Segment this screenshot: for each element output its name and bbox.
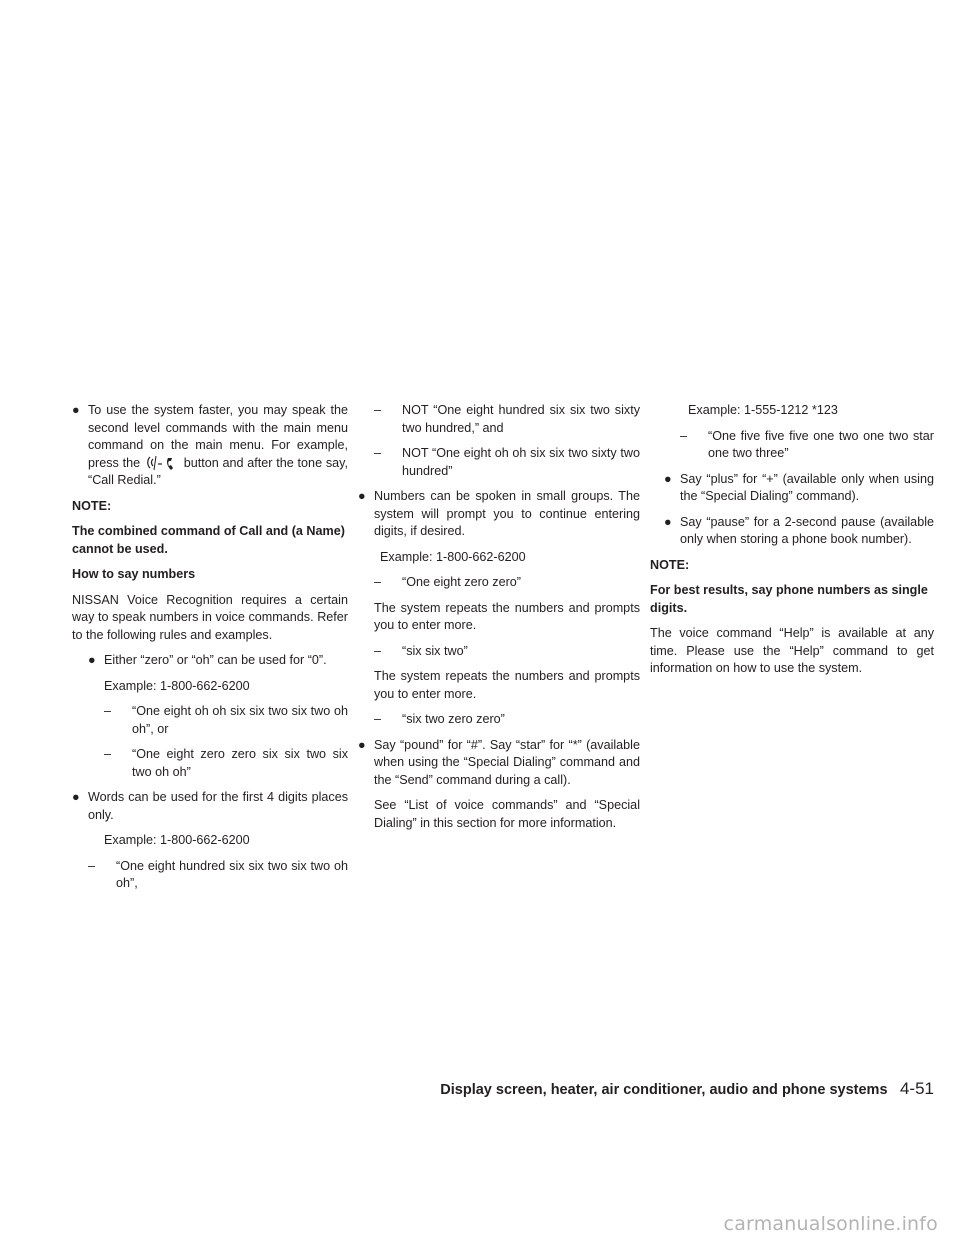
bullet-text: Say “pause” for a 2-second pause (available only when storing a phone book number). (680, 514, 934, 546)
bullet-text-continued: button and after the tone say, “Call Redial.” (88, 455, 349, 487)
bullet-mark: ● (358, 737, 366, 752)
dash-item (374, 402, 640, 437)
dash-mark: – (374, 446, 382, 460)
dash-item (374, 445, 640, 480)
paragraph: The system repeats the numbers and prompts you to enter more. (374, 669, 640, 701)
paragraph: The voice command “Help” is available at any time. Please use the “Help” command to get information on how to use the system. (650, 626, 934, 675)
dash-item (374, 574, 640, 592)
dash-text: “One eight oh oh six six two six two oh oh”, or (132, 704, 348, 736)
phone-voice-icon (144, 455, 180, 472)
dash-item (88, 858, 348, 893)
paragraph: The system repeats the numbers and prompts you to enter more. (374, 600, 640, 632)
example-line: Example: 1-800-662-6200 (380, 549, 526, 564)
note-text: The combined command of Call and (a Name) cannot be used. (72, 524, 345, 556)
bullet-mark: ● (664, 514, 672, 529)
dash-text: NOT “One eight oh oh six six two sixty two hundred” (402, 446, 640, 478)
column-right (650, 402, 934, 686)
example-line: Example: 1-800-662-6200 (104, 833, 250, 847)
intro-paragraph: NISSAN Voice Recognition requires a certain way to speak numbers in voice commands. Refer to the following rules and examples. (72, 592, 348, 642)
page-footer (0, 1079, 934, 1099)
dash-text: NOT “One eight hundred six six two sixty two hundred,” and (402, 403, 640, 435)
list-item (72, 789, 348, 824)
bullet-text: Words can be used for the first 4 digits places only. (88, 790, 348, 822)
list-item (72, 402, 348, 490)
bullet-text: Either “zero” or “oh” can be used for “0”. (104, 653, 327, 667)
watermark: carmanualsonline.info (723, 1213, 938, 1235)
dash-text: “One eight zero zero six six two six two oh oh” (132, 747, 348, 779)
dash-item (104, 703, 348, 738)
column-middle (358, 402, 640, 840)
dash-text: “six six two” (402, 643, 468, 658)
dash-text: “six two zero zero” (402, 712, 505, 726)
dash-mark: – (680, 428, 688, 443)
column-left (72, 402, 348, 901)
footer-section-title: Display screen, heater, air conditioner, audio and phone systems (440, 1082, 888, 1098)
note-text: For best results, say phone numbers as single digits. (650, 583, 928, 615)
dash-item (374, 711, 640, 729)
section-heading: How to say numbers (72, 567, 196, 581)
example-line: Example: 1-800-662-6200 (104, 678, 250, 693)
note-title: NOTE: (72, 498, 112, 513)
bullet-mark: ● (72, 790, 80, 804)
dash-item (374, 643, 640, 661)
dash-mark: – (374, 403, 382, 417)
example-line: Example: 1-555-1212 *123 (688, 403, 838, 417)
dash-item (104, 746, 348, 781)
bullet-text: To use the system faster, you may speak the second level commands with the main menu command on the main menu. For example, press the (88, 403, 348, 470)
page-number: 4-51 (899, 1079, 934, 1098)
dash-mark: – (104, 747, 112, 761)
paragraph: See “List of voice commands” and “Special Dialing” in this section for more information. (374, 798, 640, 830)
list-item (358, 488, 640, 541)
note-title: NOTE: (650, 557, 690, 572)
bullet-text: Say “pound” for “#”. Say “star” for “*” (available when using the “Special Dialing” command and the “Send” command during a call). (374, 737, 640, 787)
bullet-mark: ● (664, 471, 672, 486)
dash-text: “One eight zero zero” (402, 575, 521, 589)
list-item (88, 652, 348, 670)
bullet-mark: ● (358, 489, 366, 503)
dash-mark: – (374, 712, 382, 726)
dash-mark: – (88, 858, 96, 873)
list-item (664, 471, 934, 506)
dash-item (680, 428, 934, 463)
bullet-mark: ● (72, 403, 80, 417)
bullet-text: Say “plus” for “+” (available only when using the “Special Dialing” command). (680, 471, 934, 503)
list-item (358, 737, 640, 790)
dash-mark: – (104, 704, 112, 718)
dash-mark: – (374, 575, 382, 589)
bullet-text: Numbers can be spoken in small groups. The system will prompt you to continue entering digits, if desired. (374, 489, 640, 538)
dash-text: “One five five five one two one two star one two three” (708, 428, 934, 460)
dash-text: “One eight hundred six six two six two oh oh”, (116, 858, 348, 890)
list-item (664, 514, 934, 549)
dash-mark: – (374, 643, 382, 658)
bullet-mark: ● (88, 653, 96, 667)
